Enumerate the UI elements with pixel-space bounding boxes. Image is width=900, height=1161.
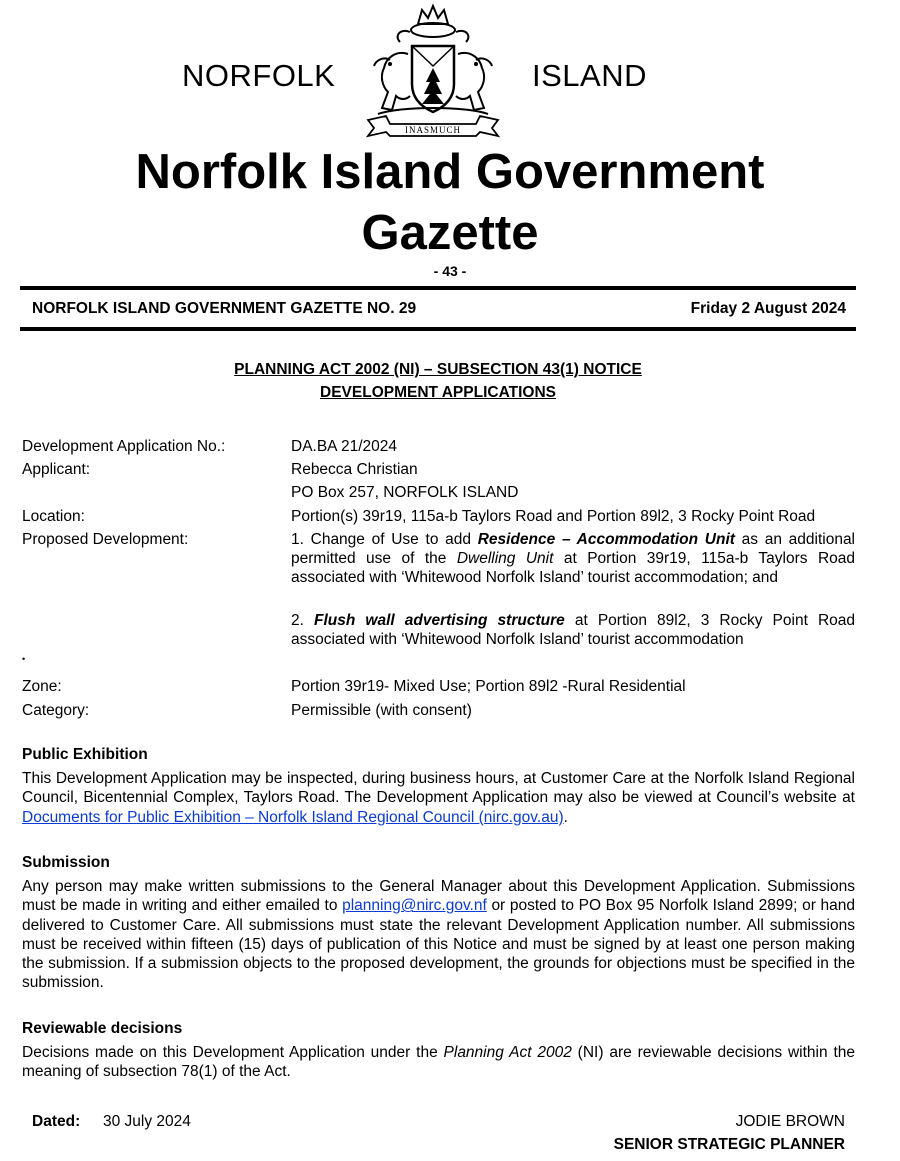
gazette-band (32, 300, 846, 318)
da-value: DA.BA 21/2024 (291, 438, 397, 455)
gazette-title-line1: Norfolk Island Government (135, 145, 765, 199)
proposed-item-1: 1. Change of Use to add Residence – Accommodation Unit as an additional permitted use of the Dwelling Unit at Portion 39r19, 115a-b Taylors Road associated with ‘Whitewood Norfolk Island’ tourist accommodation; and (291, 531, 856, 586)
applicant-name: Rebecca Christian (291, 461, 418, 478)
submission-heading: Submission (22, 854, 110, 871)
crest-motto: INASMUCH (404, 125, 462, 135)
location-value: Portion(s) 39r19, 115a-b Taylors Road and Portion 89l2, 3 Rocky Point Road (291, 508, 816, 525)
masthead-right-word: ISLAND (532, 58, 647, 93)
category-label: Category: (22, 702, 90, 719)
proposed-item-2: 2. Flush wall advertising structure at Portion 89l2, 3 Rocky Point Road associated with ‘Whitewood Norfolk Island’ tourist accommodation (291, 612, 856, 648)
dated-label: Dated: (32, 1113, 81, 1130)
bottom-rule (20, 327, 856, 331)
gazette-date: Friday 2 August 2024 (690, 300, 846, 317)
category-value: Permissible (with consent) (291, 702, 472, 719)
applicant-label: Applicant: (22, 461, 91, 478)
masthead-left-word: NORFOLK (182, 58, 336, 93)
planning-email-link[interactable]: planning@nirc.gov.nf (342, 897, 487, 915)
zone-value: Portion 39r19- Mixed Use; Portion 89l2 -Rural Residential (291, 678, 686, 695)
submission-text: Any person may make written submissions to the General Manager about this Development Application. Submissions must be made in writing and either emailed to planning@nirc.gov.nf or posted to PO Box 95 Norfolk Island 2899; or hand delivered to Customer Care. All submissions must state the relevant Development Application number. All submissions must be received within fifteen (15) days of publication of this Notice and must be signed by at least one person making the submission. If a submission objects to the proposed development, the grounds for objections must be specified in the submission. (22, 878, 855, 992)
da-label: Development Application No.: (22, 438, 226, 455)
applicant-address: PO Box 257, NORFOLK ISLAND (291, 484, 519, 501)
gazette-title-line2: Gazette (361, 206, 539, 260)
stray-bullet: • (22, 654, 26, 664)
reviewable-heading: Reviewable decisions (22, 1020, 183, 1037)
signatory-title: SENIOR STRATEGIC PLANNER (613, 1136, 845, 1153)
signatory-name: JODIE BROWN (735, 1113, 845, 1130)
coat-of-arms-icon (360, 2, 506, 138)
reviewable-text: Decisions made on this Development Application under the Planning Act 2002 (NI) are reviewable decisions within the meaning of subsection 78(1) of the Act. (22, 1044, 855, 1081)
public-exhibition-heading: Public Exhibition (22, 746, 148, 763)
notice-subheading: DEVELOPMENT APPLICATIONS (320, 384, 556, 401)
exhibition-documents-link[interactable]: Documents for Public Exhibition – Norfolk Island Regional Council (nirc.gov.au) (22, 808, 564, 826)
proposed-label: Proposed Development: (22, 531, 189, 548)
dated-value: 30 July 2024 (103, 1113, 191, 1130)
notice-heading: PLANNING ACT 2002 (NI) – SUBSECTION 43(1) NOTICE (234, 361, 642, 378)
gazette-number: NORFOLK ISLAND GOVERNMENT GAZETTE NO. 29 (32, 300, 417, 317)
location-label: Location: (22, 508, 85, 525)
public-exhibition-text: This Development Application may be inspected, during business hours, at Customer Care at the Norfolk Island Regional Council, Bicentennial Complex, Taylors Road. The Development Application may also be viewed at Council’s website at Documents for Public Exhibition – Norfolk Island Regional Council (nirc.gov.au). (22, 770, 855, 826)
page-number: - 43 - (433, 263, 467, 279)
top-rule (20, 286, 856, 290)
zone-label: Zone: (22, 678, 62, 695)
